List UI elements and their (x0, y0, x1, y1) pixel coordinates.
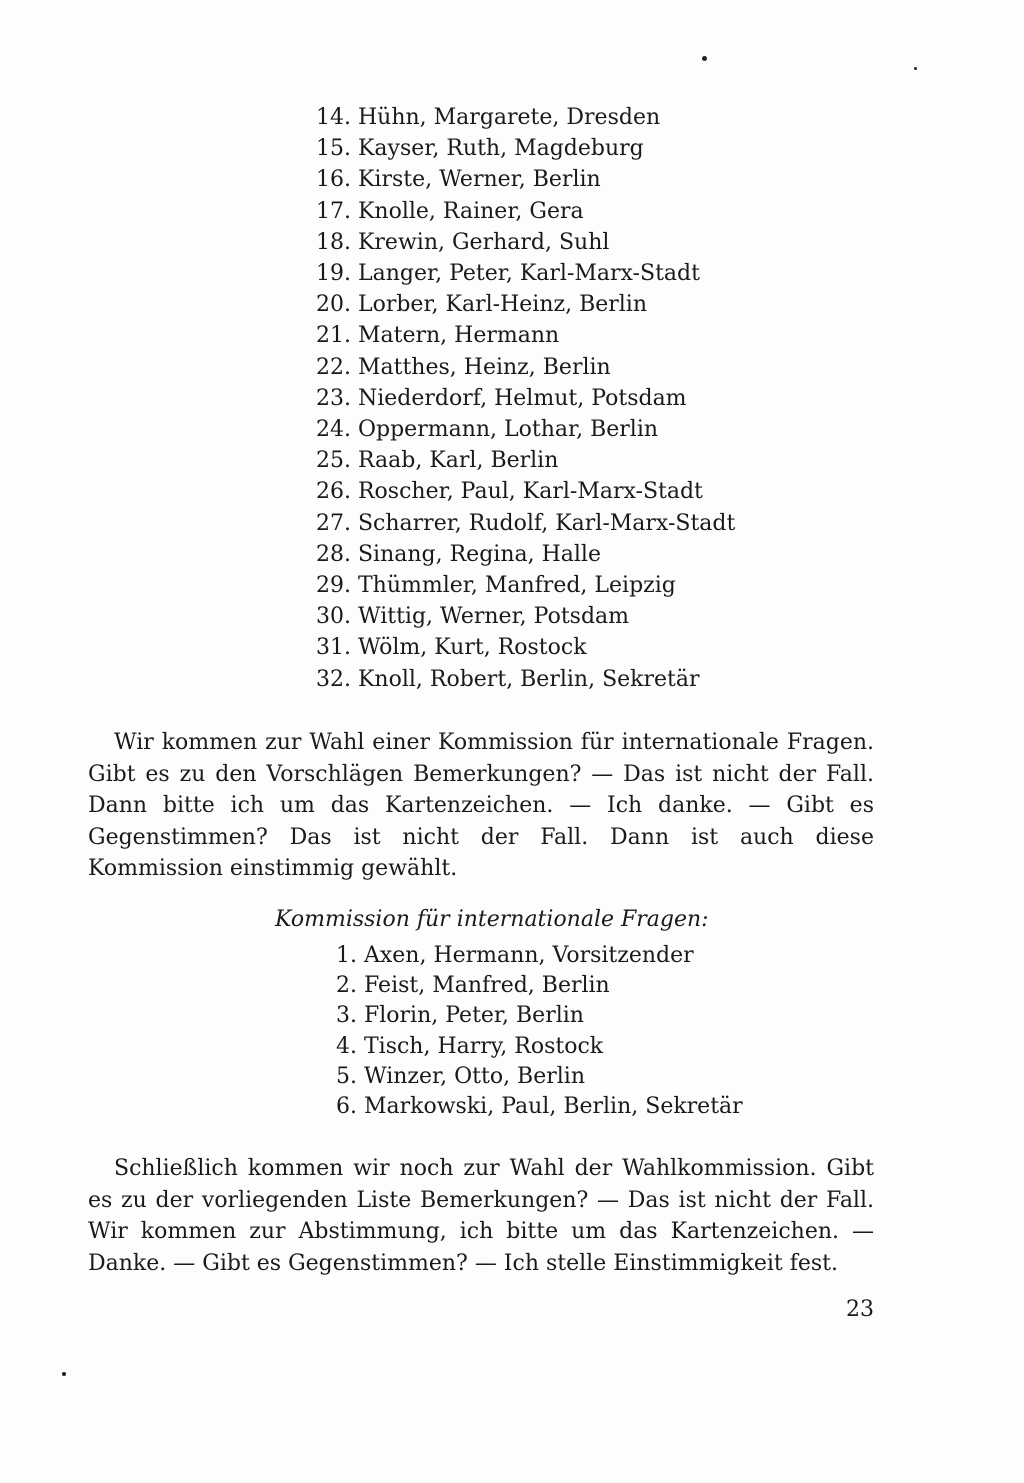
list-item: 17. Knolle, Rainer, Gera (316, 198, 584, 224)
list-item: 21. Matern, Hermann (316, 323, 560, 349)
list-item: 15. Kayser, Ruth, Magdeburg (316, 136, 644, 162)
print-speck (62, 1372, 66, 1376)
list-item: 24. Oppermann, Lothar, Berlin (316, 417, 659, 443)
print-speck (702, 56, 707, 61)
list-item: 28. Sinang, Regina, Halle (316, 541, 601, 567)
list-item: 29. Thümmler, Manfred, Leipzig (316, 573, 676, 599)
list-item: 3. Florin, Peter, Berlin (336, 1003, 584, 1029)
list-item: 22. Matthes, Heinz, Berlin (316, 354, 611, 380)
list-item: 5. Winzer, Otto, Berlin (336, 1063, 586, 1089)
list-item: 14. Hühn, Margarete, Dresden (316, 105, 661, 130)
list-item: 31. Wölm, Kurt, Rostock (316, 635, 587, 661)
paragraph-text: Wir kommen zur Wahl einer Kommission für internationale Fragen. Gibt es zu den Vorschlägen Bemerkungen? — Das ist nicht der Fall. Dann bitte ich um das Kartenzeichen. — Ich danke. — Gibt es Gegenstimmen? Das ist nicht der Fall. Dann ist auch diese Kommission einstimmig gewählt. (88, 730, 874, 881)
list-item: 19. Langer, Peter, Karl-Marx-Stadt (316, 261, 700, 287)
list-item: 18. Krewin, Gerhard, Suhl (316, 229, 610, 255)
list-item: 27. Scharrer, Rudolf, Karl-Marx-Stadt (316, 510, 736, 536)
member-list (316, 102, 735, 695)
list-item: 6. Markowski, Paul, Berlin, Sekretär (336, 1094, 743, 1120)
list-item: 4. Tisch, Harry, Rostock (336, 1033, 604, 1059)
print-speck (914, 67, 917, 70)
paragraph-commission-vote (88, 727, 874, 885)
list-item: 2. Feist, Manfred, Berlin (336, 973, 610, 999)
list-item: 25. Raab, Karl, Berlin (316, 448, 559, 474)
list-item: 23. Niederdorf, Helmut, Potsdam (316, 385, 687, 411)
list-item: 1. Axen, Hermann, Vorsitzender (336, 943, 694, 968)
commission-heading: Kommission für internationale Fragen: (275, 907, 709, 932)
list-item: 20. Lorber, Karl-Heinz, Berlin (316, 292, 648, 318)
commission-member-list (336, 941, 743, 1122)
list-item: 32. Knoll, Robert, Berlin, Sekretär (316, 666, 700, 692)
list-item: 16. Kirste, Werner, Berlin (316, 167, 601, 193)
paragraph-text: Schließlich kommen wir noch zur Wahl der Wahlkommission. Gibt es zu der vorliegenden Liste Bemerkungen? — Das ist nicht der Fall. Wir kommen zur Abstimmung, ich bitte um das Kartenzeichen. — Danke. — Gibt es Gegenstimmen? — Ich stelle Einstimmigkeit fest. (88, 1156, 874, 1276)
list-item: 30. Wittig, Werner, Potsdam (316, 604, 630, 630)
list-item: 26. Roscher, Paul, Karl-Marx-Stadt (316, 479, 703, 505)
paragraph-election-commission (88, 1153, 874, 1279)
page-number: 23 (846, 1297, 874, 1322)
